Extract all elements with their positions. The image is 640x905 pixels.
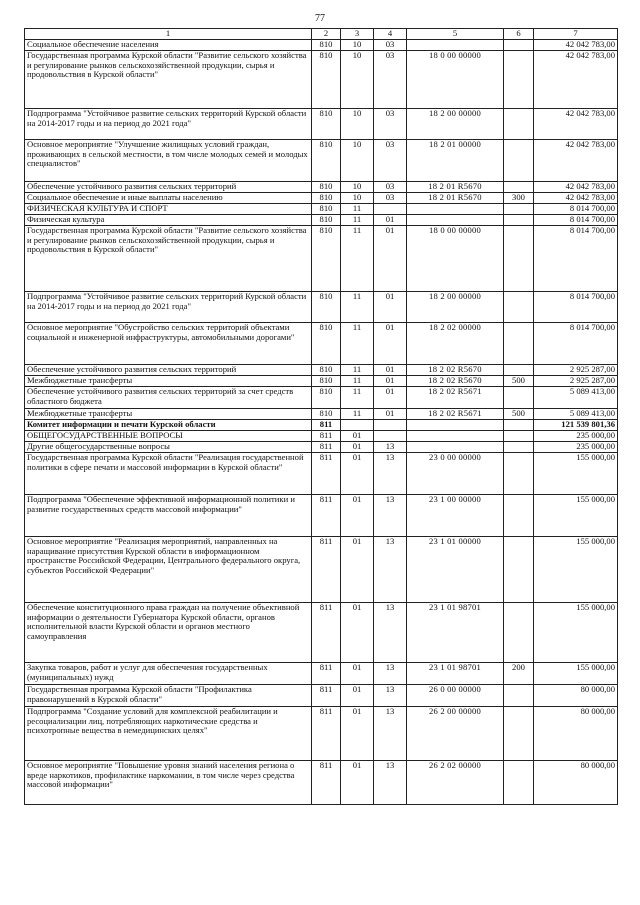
- row-program-cell: 26 0 00 00000: [407, 685, 504, 707]
- table-row: [25, 685, 618, 707]
- row-program-cell: 23 1 01 98701: [407, 603, 504, 663]
- row-code-cell: 811: [312, 685, 341, 707]
- row-subsection-cell: 01: [374, 387, 407, 409]
- header-cell: 6: [504, 29, 534, 40]
- row-code-cell: 810: [312, 365, 341, 376]
- row-section-cell: 10: [341, 51, 374, 109]
- row-section-cell: 11: [341, 387, 374, 409]
- row-code-cell: 811: [312, 603, 341, 663]
- row-section-cell: 01: [341, 761, 374, 805]
- row-program-cell: 18 2 01 00000: [407, 140, 504, 182]
- table-row: [25, 109, 618, 140]
- row-amount-cell: 155 000,00: [534, 663, 618, 685]
- row-name-cell: Подпрограмма "Обеспечение эффективной информационной политики и развитие государственных средств массовой информации": [25, 495, 312, 537]
- row-amount-cell: 121 539 801,36: [534, 420, 618, 431]
- row-code-cell: 810: [312, 387, 341, 409]
- row-program-cell: 18 2 02 R5670: [407, 365, 504, 376]
- row-subsection-cell: 13: [374, 663, 407, 685]
- row-subsection-cell: [374, 420, 407, 431]
- table-row: [25, 40, 618, 51]
- row-program-cell: 23 1 01 98701: [407, 663, 504, 685]
- row-expense-cell: [504, 420, 534, 431]
- row-program-cell: 18 2 00 00000: [407, 109, 504, 140]
- table-body: [25, 40, 618, 805]
- row-amount-cell: 8 014 700,00: [534, 323, 618, 365]
- row-code-cell: 811: [312, 663, 341, 685]
- header-cell: 7: [534, 29, 618, 40]
- row-name-cell: Другие общегосударственные вопросы: [25, 442, 312, 453]
- row-section-cell: 11: [341, 323, 374, 365]
- table-row: [25, 365, 618, 376]
- row-name-cell: Социальное обеспечение и иные выплаты населению: [25, 193, 312, 204]
- row-code-cell: 810: [312, 226, 341, 292]
- row-section-cell: 11: [341, 376, 374, 387]
- row-expense-cell: [504, 182, 534, 193]
- row-expense-cell: 500: [504, 409, 534, 420]
- table-row: [25, 226, 618, 292]
- row-expense-cell: [504, 685, 534, 707]
- row-section-cell: 01: [341, 453, 374, 495]
- row-code-cell: 810: [312, 323, 341, 365]
- row-name-cell: Межбюджетные трансферты: [25, 409, 312, 420]
- row-expense-cell: [504, 109, 534, 140]
- row-expense-cell: [504, 365, 534, 376]
- row-program-cell: 18 2 02 00000: [407, 323, 504, 365]
- row-amount-cell: 235 000,00: [534, 442, 618, 453]
- row-amount-cell: 8 014 700,00: [534, 226, 618, 292]
- row-expense-cell: [504, 603, 534, 663]
- row-program-cell: 18 2 02 R5671: [407, 387, 504, 409]
- row-program-cell: 18 2 02 R5670: [407, 376, 504, 387]
- row-section-cell: 01: [341, 707, 374, 761]
- row-section-cell: 11: [341, 365, 374, 376]
- row-amount-cell: 155 000,00: [534, 453, 618, 495]
- row-program-cell: [407, 442, 504, 453]
- row-expense-cell: [504, 215, 534, 226]
- row-name-cell: Подпрограмма "Устойчивое развитие сельских территорий Курской области на 2014-2017 годы и на период до 2021 года": [25, 292, 312, 323]
- header-cell: 2: [312, 29, 341, 40]
- table-row: [25, 204, 618, 215]
- row-program-cell: 18 0 00 00000: [407, 51, 504, 109]
- table-row: [25, 761, 618, 805]
- row-section-cell: 01: [341, 603, 374, 663]
- row-expense-cell: [504, 431, 534, 442]
- row-name-cell: Социальное обеспечение населения: [25, 40, 312, 51]
- row-subsection-cell: 01: [374, 323, 407, 365]
- row-program-cell: 18 2 00 00000: [407, 292, 504, 323]
- row-code-cell: 810: [312, 140, 341, 182]
- row-amount-cell: 2 925 287,00: [534, 365, 618, 376]
- table-row: [25, 51, 618, 109]
- row-name-cell: ОБЩЕГОСУДАРСТВЕННЫЕ ВОПРОСЫ: [25, 431, 312, 442]
- row-code-cell: 811: [312, 453, 341, 495]
- row-section-cell: 10: [341, 109, 374, 140]
- row-subsection-cell: 13: [374, 495, 407, 537]
- row-name-cell: Обеспечение устойчивого развития сельских территорий: [25, 182, 312, 193]
- table-row: [25, 193, 618, 204]
- row-expense-cell: [504, 323, 534, 365]
- row-subsection-cell: 13: [374, 453, 407, 495]
- row-program-cell: [407, 431, 504, 442]
- row-code-cell: 810: [312, 40, 341, 51]
- row-expense-cell: [504, 387, 534, 409]
- row-section-cell: 10: [341, 40, 374, 51]
- row-program-cell: [407, 204, 504, 215]
- row-name-cell: Комитет информации и печати Курской области: [25, 420, 312, 431]
- row-code-cell: 810: [312, 51, 341, 109]
- row-subsection-cell: 03: [374, 140, 407, 182]
- table-row: [25, 663, 618, 685]
- page-number: 77: [315, 13, 325, 24]
- row-amount-cell: 42 042 783,00: [534, 193, 618, 204]
- row-amount-cell: 80 000,00: [534, 707, 618, 761]
- table-row: [25, 420, 618, 431]
- row-name-cell: Подпрограмма "Устойчивое развитие сельских территорий Курской области на 2014-2017 годы и на период до 2021 года": [25, 109, 312, 140]
- row-program-cell: 18 2 02 R5671: [407, 409, 504, 420]
- row-section-cell: 01: [341, 495, 374, 537]
- row-name-cell: Обеспечение устойчивого развития сельских территорий за счет средств областного бюджета: [25, 387, 312, 409]
- row-section-cell: 01: [341, 537, 374, 603]
- row-name-cell: Государственная программа Курской области "Развитие сельского хозяйства и регулирование рынков сельскохозяйственной продукции, сырья и продовольствия в Курской области": [25, 226, 312, 292]
- row-expense-cell: 500: [504, 376, 534, 387]
- row-subsection-cell: 03: [374, 182, 407, 193]
- row-amount-cell: 8 014 700,00: [534, 292, 618, 323]
- row-code-cell: 811: [312, 420, 341, 431]
- row-subsection-cell: 13: [374, 685, 407, 707]
- row-name-cell: Физическая культура: [25, 215, 312, 226]
- row-name-cell: Основное мероприятие "Реализация мероприятий, направленных на наращивание присутствия Курской области в информационном пространстве Российской Федерации, Центрального федерального округа, субъектов Российской Федерации": [25, 537, 312, 603]
- row-code-cell: 810: [312, 292, 341, 323]
- row-subsection-cell: 03: [374, 193, 407, 204]
- row-program-cell: 18 2 01 R5670: [407, 182, 504, 193]
- row-program-cell: 23 1 01 00000: [407, 537, 504, 603]
- row-code-cell: 810: [312, 215, 341, 226]
- header-cell: 3: [341, 29, 374, 40]
- row-amount-cell: 155 000,00: [534, 603, 618, 663]
- row-code-cell: 810: [312, 182, 341, 193]
- row-program-cell: [407, 215, 504, 226]
- row-section-cell: 11: [341, 226, 374, 292]
- row-expense-cell: [504, 40, 534, 51]
- row-section-cell: 11: [341, 292, 374, 323]
- row-subsection-cell: 01: [374, 226, 407, 292]
- row-subsection-cell: 13: [374, 603, 407, 663]
- row-expense-cell: [504, 226, 534, 292]
- row-expense-cell: [504, 292, 534, 323]
- row-subsection-cell: 13: [374, 707, 407, 761]
- row-amount-cell: 42 042 783,00: [534, 40, 618, 51]
- row-amount-cell: 2 925 287,00: [534, 376, 618, 387]
- row-amount-cell: 235 000,00: [534, 431, 618, 442]
- row-name-cell: Основное мероприятие "Улучшение жилищных условий граждан, проживающих в сельской местности, в том числе молодых семей и молодых специалистов": [25, 140, 312, 182]
- row-amount-cell: 42 042 783,00: [534, 51, 618, 109]
- row-name-cell: Государственная программа Курской области "Реализация государственной политики в сфере печати и массовой информации в Курской области": [25, 453, 312, 495]
- row-expense-cell: [504, 761, 534, 805]
- row-code-cell: 811: [312, 707, 341, 761]
- row-name-cell: Межбюджетные трансферты: [25, 376, 312, 387]
- row-amount-cell: 42 042 783,00: [534, 182, 618, 193]
- row-subsection-cell: 13: [374, 442, 407, 453]
- table-row: [25, 431, 618, 442]
- row-subsection-cell: [374, 431, 407, 442]
- table-row: [25, 215, 618, 226]
- row-code-cell: 810: [312, 376, 341, 387]
- table-row: [25, 140, 618, 182]
- row-section-cell: 01: [341, 685, 374, 707]
- row-code-cell: 811: [312, 431, 341, 442]
- row-section-cell: 01: [341, 431, 374, 442]
- row-program-cell: [407, 420, 504, 431]
- row-program-cell: [407, 40, 504, 51]
- header-row: [25, 29, 618, 40]
- header-cell: 1: [25, 29, 312, 40]
- table-row: [25, 495, 618, 537]
- row-code-cell: 811: [312, 537, 341, 603]
- row-name-cell: Государственная программа Курской области "Профилактика правонарушений в Курской области": [25, 685, 312, 707]
- row-section-cell: 11: [341, 215, 374, 226]
- row-expense-cell: [504, 140, 534, 182]
- row-name-cell: Подпрограмма "Создание условий для комплексной реабилитации и ресоциализации лиц, потребляющих наркотические средства и психотропные вещества в немедицинских целях": [25, 707, 312, 761]
- row-amount-cell: 80 000,00: [534, 685, 618, 707]
- row-section-cell: 01: [341, 442, 374, 453]
- row-amount-cell: 5 089 413,00: [534, 409, 618, 420]
- row-amount-cell: 80 000,00: [534, 761, 618, 805]
- row-amount-cell: 155 000,00: [534, 495, 618, 537]
- row-section-cell: [341, 420, 374, 431]
- table-row: [25, 182, 618, 193]
- budget-table: [24, 28, 618, 805]
- row-subsection-cell: 03: [374, 109, 407, 140]
- row-name-cell: Обеспечение конституционного права граждан на получение объективной информации о деятельности Губернатора Курской области, органов исполнительной власти Курской области и органов местного самоуправления: [25, 603, 312, 663]
- row-code-cell: 810: [312, 409, 341, 420]
- header-cell: 4: [374, 29, 407, 40]
- row-subsection-cell: [374, 204, 407, 215]
- row-expense-cell: [504, 707, 534, 761]
- row-program-cell: 18 2 01 R5670: [407, 193, 504, 204]
- row-amount-cell: 42 042 783,00: [534, 140, 618, 182]
- row-expense-cell: [504, 495, 534, 537]
- row-subsection-cell: 01: [374, 376, 407, 387]
- table-row: [25, 387, 618, 409]
- row-program-cell: 26 2 02 00000: [407, 761, 504, 805]
- row-expense-cell: [504, 537, 534, 603]
- row-expense-cell: 300: [504, 193, 534, 204]
- row-subsection-cell: 01: [374, 292, 407, 323]
- row-section-cell: 11: [341, 204, 374, 215]
- row-section-cell: 10: [341, 140, 374, 182]
- row-code-cell: 811: [312, 495, 341, 537]
- row-section-cell: 01: [341, 663, 374, 685]
- table-row: [25, 707, 618, 761]
- row-expense-cell: [504, 51, 534, 109]
- row-code-cell: 810: [312, 193, 341, 204]
- row-name-cell: Обеспечение устойчивого развития сельских территорий: [25, 365, 312, 376]
- row-subsection-cell: 01: [374, 215, 407, 226]
- row-code-cell: 810: [312, 204, 341, 215]
- row-expense-cell: 200: [504, 663, 534, 685]
- row-amount-cell: 8 014 700,00: [534, 215, 618, 226]
- row-code-cell: 811: [312, 442, 341, 453]
- row-name-cell: Основное мероприятие "Обустройство сельских территорий объектами социальной и инженерной инфраструктуры, автомобильными дорогами": [25, 323, 312, 365]
- table-row: [25, 376, 618, 387]
- header-cell: 5: [407, 29, 504, 40]
- row-subsection-cell: 13: [374, 537, 407, 603]
- row-name-cell: Государственная программа Курской области "Развитие сельского хозяйства и регулирование рынков сельскохозяйственной продукции, сырья и продовольствия в Курской области": [25, 51, 312, 109]
- row-expense-cell: [504, 204, 534, 215]
- table-row: [25, 442, 618, 453]
- row-amount-cell: 155 000,00: [534, 537, 618, 603]
- row-code-cell: 811: [312, 761, 341, 805]
- row-section-cell: 10: [341, 193, 374, 204]
- row-section-cell: 10: [341, 182, 374, 193]
- row-name-cell: Основное мероприятие "Повышение уровня знаний населения региона о вреде наркотиков, профилактике наркомании, в том числе через средства массовой информации": [25, 761, 312, 805]
- row-expense-cell: [504, 442, 534, 453]
- row-subsection-cell: 13: [374, 761, 407, 805]
- row-program-cell: 23 0 00 00000: [407, 453, 504, 495]
- row-subsection-cell: 01: [374, 365, 407, 376]
- row-program-cell: 26 2 00 00000: [407, 707, 504, 761]
- row-subsection-cell: 01: [374, 409, 407, 420]
- table-row: [25, 537, 618, 603]
- table-row: [25, 292, 618, 323]
- row-amount-cell: 8 014 700,00: [534, 204, 618, 215]
- table-row: [25, 409, 618, 420]
- table-row: [25, 453, 618, 495]
- row-subsection-cell: 03: [374, 40, 407, 51]
- row-section-cell: 11: [341, 409, 374, 420]
- row-expense-cell: [504, 453, 534, 495]
- table-row: [25, 323, 618, 365]
- row-program-cell: 18 0 00 00000: [407, 226, 504, 292]
- row-amount-cell: 5 089 413,00: [534, 387, 618, 409]
- row-code-cell: 810: [312, 109, 341, 140]
- row-amount-cell: 42 042 783,00: [534, 109, 618, 140]
- table-row: [25, 603, 618, 663]
- row-name-cell: Закупка товаров, работ и услуг для обеспечения государственных (муниципальных) нужд: [25, 663, 312, 685]
- row-subsection-cell: 03: [374, 51, 407, 109]
- row-name-cell: ФИЗИЧЕСКАЯ КУЛЬТУРА И СПОРТ: [25, 204, 312, 215]
- row-program-cell: 23 1 00 00000: [407, 495, 504, 537]
